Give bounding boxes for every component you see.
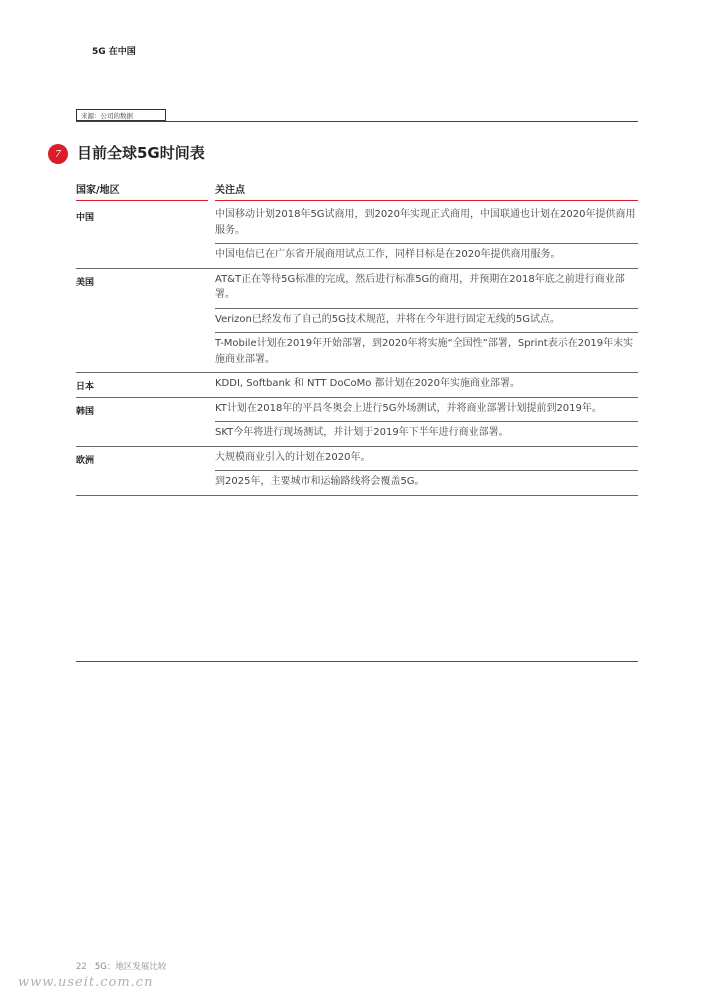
region-name: 韩国 (76, 406, 95, 417)
table-row (76, 398, 638, 447)
page-header-title: 5G 在中国 (92, 47, 136, 57)
list-item: 中国移动计划2018年5G试商用，到2020年实现正式商用，中国联通也计划在2020年提供商用服务。 (215, 204, 638, 244)
list-item: AT&T正在等待5G标准的完成，然后进行标准5G的商用，并预期在2018年底之前进行商业部署。 (215, 269, 638, 309)
source-label: 来源：公司的数据 (76, 109, 166, 121)
list-item: KDDI, Softbank 和 NTT DoCoMo 都计划在2020年实施商业部署。 (215, 378, 520, 389)
column-header-focus: 关注点 (215, 185, 245, 196)
section-number-badge: 7 (48, 144, 68, 164)
section-title: 目前全球5G时间表 (77, 144, 205, 162)
region-name: 美国 (76, 277, 95, 288)
region-name: 日本 (76, 382, 95, 392)
footer-text: 5G：地区发展比较 (94, 962, 167, 972)
table-row (76, 447, 638, 496)
page-footer (76, 960, 166, 972)
list-item: SKT今年将进行现场测试，并计划于2019年下半年进行商业部署。 (215, 427, 509, 438)
list-item: T-Mobile计划在2019年开始部署，到2020年将实施“全国性”部署，Sprint表示在2019年末实施商业部署。 (215, 338, 634, 365)
region-name: 中国 (76, 213, 95, 223)
list-item: KT计划在2018年的平昌冬奥会上进行5G外场测试，并将商业部署计划提前到2019年。 (215, 398, 638, 423)
list-item: 中国电信已在广东省开展商用试点工作，同样目标是在2020年提供商用服务。 (215, 249, 561, 260)
table-row (76, 204, 638, 269)
header-rule (76, 200, 208, 201)
list-item: 大规模商业引入的计划在2020年。 (215, 447, 638, 472)
section-end-rule (76, 661, 638, 662)
region-name: 欧洲 (76, 455, 95, 466)
column-header-region: 国家/地区 (76, 185, 120, 196)
timeline-table (76, 204, 638, 496)
header-rule (215, 200, 638, 201)
watermark: www.useit.com.cn (18, 975, 154, 990)
list-item: 到2025年，主要城市和运输路线将会覆盖5G。 (215, 476, 425, 487)
table-row (76, 269, 638, 374)
list-item: Verizon已经发布了自己的5G技术规范，并将在今年进行固定无线的5G试点。 (215, 309, 638, 334)
divider (76, 121, 638, 122)
table-row (76, 373, 638, 398)
page-number: 22 (76, 962, 87, 972)
